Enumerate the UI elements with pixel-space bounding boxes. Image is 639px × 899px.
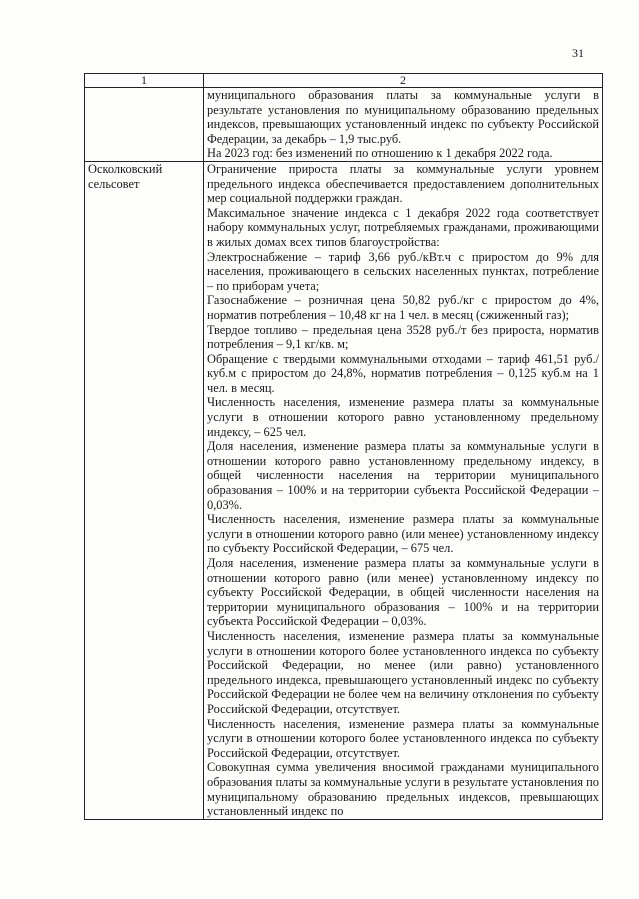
table-row-oskolkovsky [85, 161, 603, 819]
header-col-2: 2 [204, 74, 603, 88]
municipality-text-cell [204, 161, 603, 819]
paragraph: Газоснабжение – розничная цена 50,82 руб./кг с приростом до 4%, норматив потребления – 10,48 кг на 1 чел. в месяц (сжиженный газ); [207, 293, 599, 322]
paragraph: Доля населения, изменение размера платы за коммунальные услуги в отношении которого равно (или менее) установленному индексу по субъекту Российской Федерации, в общей численности населения на территории муниципального образования – 100% и на территории субъекта Российской Федерации – 0,03%. [207, 556, 599, 629]
paragraph: Максимальное значение индекса с 1 декабря 2022 года соответствует набору коммунальных услуг, потребляемых гражданами, проживающими в жилых домах всех типов благоустройства: [207, 205, 599, 249]
paragraph: Численность населения, изменение размера платы за коммунальные услуги в отношении которого более установленного индекса по субъекту Российской Федерации, отсутствует. [207, 716, 599, 760]
paragraph: Электроснабжение – тариф 3,66 руб./кВт.ч с приростом до 9% для населения, проживающего в сельских населенных пунктах, потребление – по приборам учета; [207, 249, 599, 293]
paragraph: Численность населения, изменение размера платы за коммунальные услуги в отношении которого более установленного индекса по субъекту Российской Федерации, но менее (или равно) установленного предельного индекса, превышающего установленный индекс по субъекту Российской Федерации не более чем на величину отклонения по субъекту Российской Федерации, отсутствует. [207, 628, 599, 716]
paragraph: На 2023 год: без изменений по отношению к 1 декабря 2022 года. [207, 146, 553, 161]
paragraph: Совокупная сумма увеличения вносимой гражданами муниципального образования платы за коммунальные услуги в результате установления по муниципальному образованию предельных индексов, превышающих установленный индекс по [207, 760, 599, 819]
header-col-1: 1 [85, 74, 204, 88]
paragraph: Численность населения, изменение размера платы за коммунальные услуги в отношении которого равно установленному предельному индексу, – 625 чел. [207, 395, 599, 439]
paragraph: Численность населения, изменение размера платы за коммунальные услуги в отношении которого равно (или менее) установленному индексу по субъекту Российской Федерации, – 675 чел. [207, 512, 599, 556]
continuation-text-cell [204, 88, 603, 162]
municipality-name-cell: Осколковский сельсовет [85, 161, 204, 819]
paragraph: Обращение с твердыми коммунальными отходами – тариф 461,51 руб./куб.м с приростом до 24,8%, норматив потребления – 0,125 куб.м на 1 чел. в месяц. [207, 351, 599, 395]
continuation-municipality-cell [85, 88, 204, 162]
page-number: 31 [572, 46, 584, 60]
table-row-continuation [85, 88, 603, 162]
paragraph: Твердое топливо – предельная цена 3528 руб./т без прироста, норматив потребления – 9,1 кг/кв. м; [207, 322, 599, 352]
paragraph: Доля населения, изменение размера платы за коммунальные услуги в отношении которого равно установленному предельному индексу, в общей численности населения на территории муниципального образования – 100% и на территории субъекта Российской Федерации – 0,03%. [207, 439, 599, 512]
table-header-row [85, 74, 603, 88]
paragraph: Ограничение прироста платы за коммунальные услуги уровнем предельного индекса обеспечивается предоставлением дополнительных мер социальной поддержки граждан. [207, 161, 599, 206]
document-table [84, 73, 603, 820]
paragraph: муниципального образования платы за коммунальные услуги в результате установления по муниципальному образованию предельных индексов, превышающих установленный индекс по субъекту Российской Федерации, за декабрь – 1,9 тыс.руб. [207, 88, 599, 146]
